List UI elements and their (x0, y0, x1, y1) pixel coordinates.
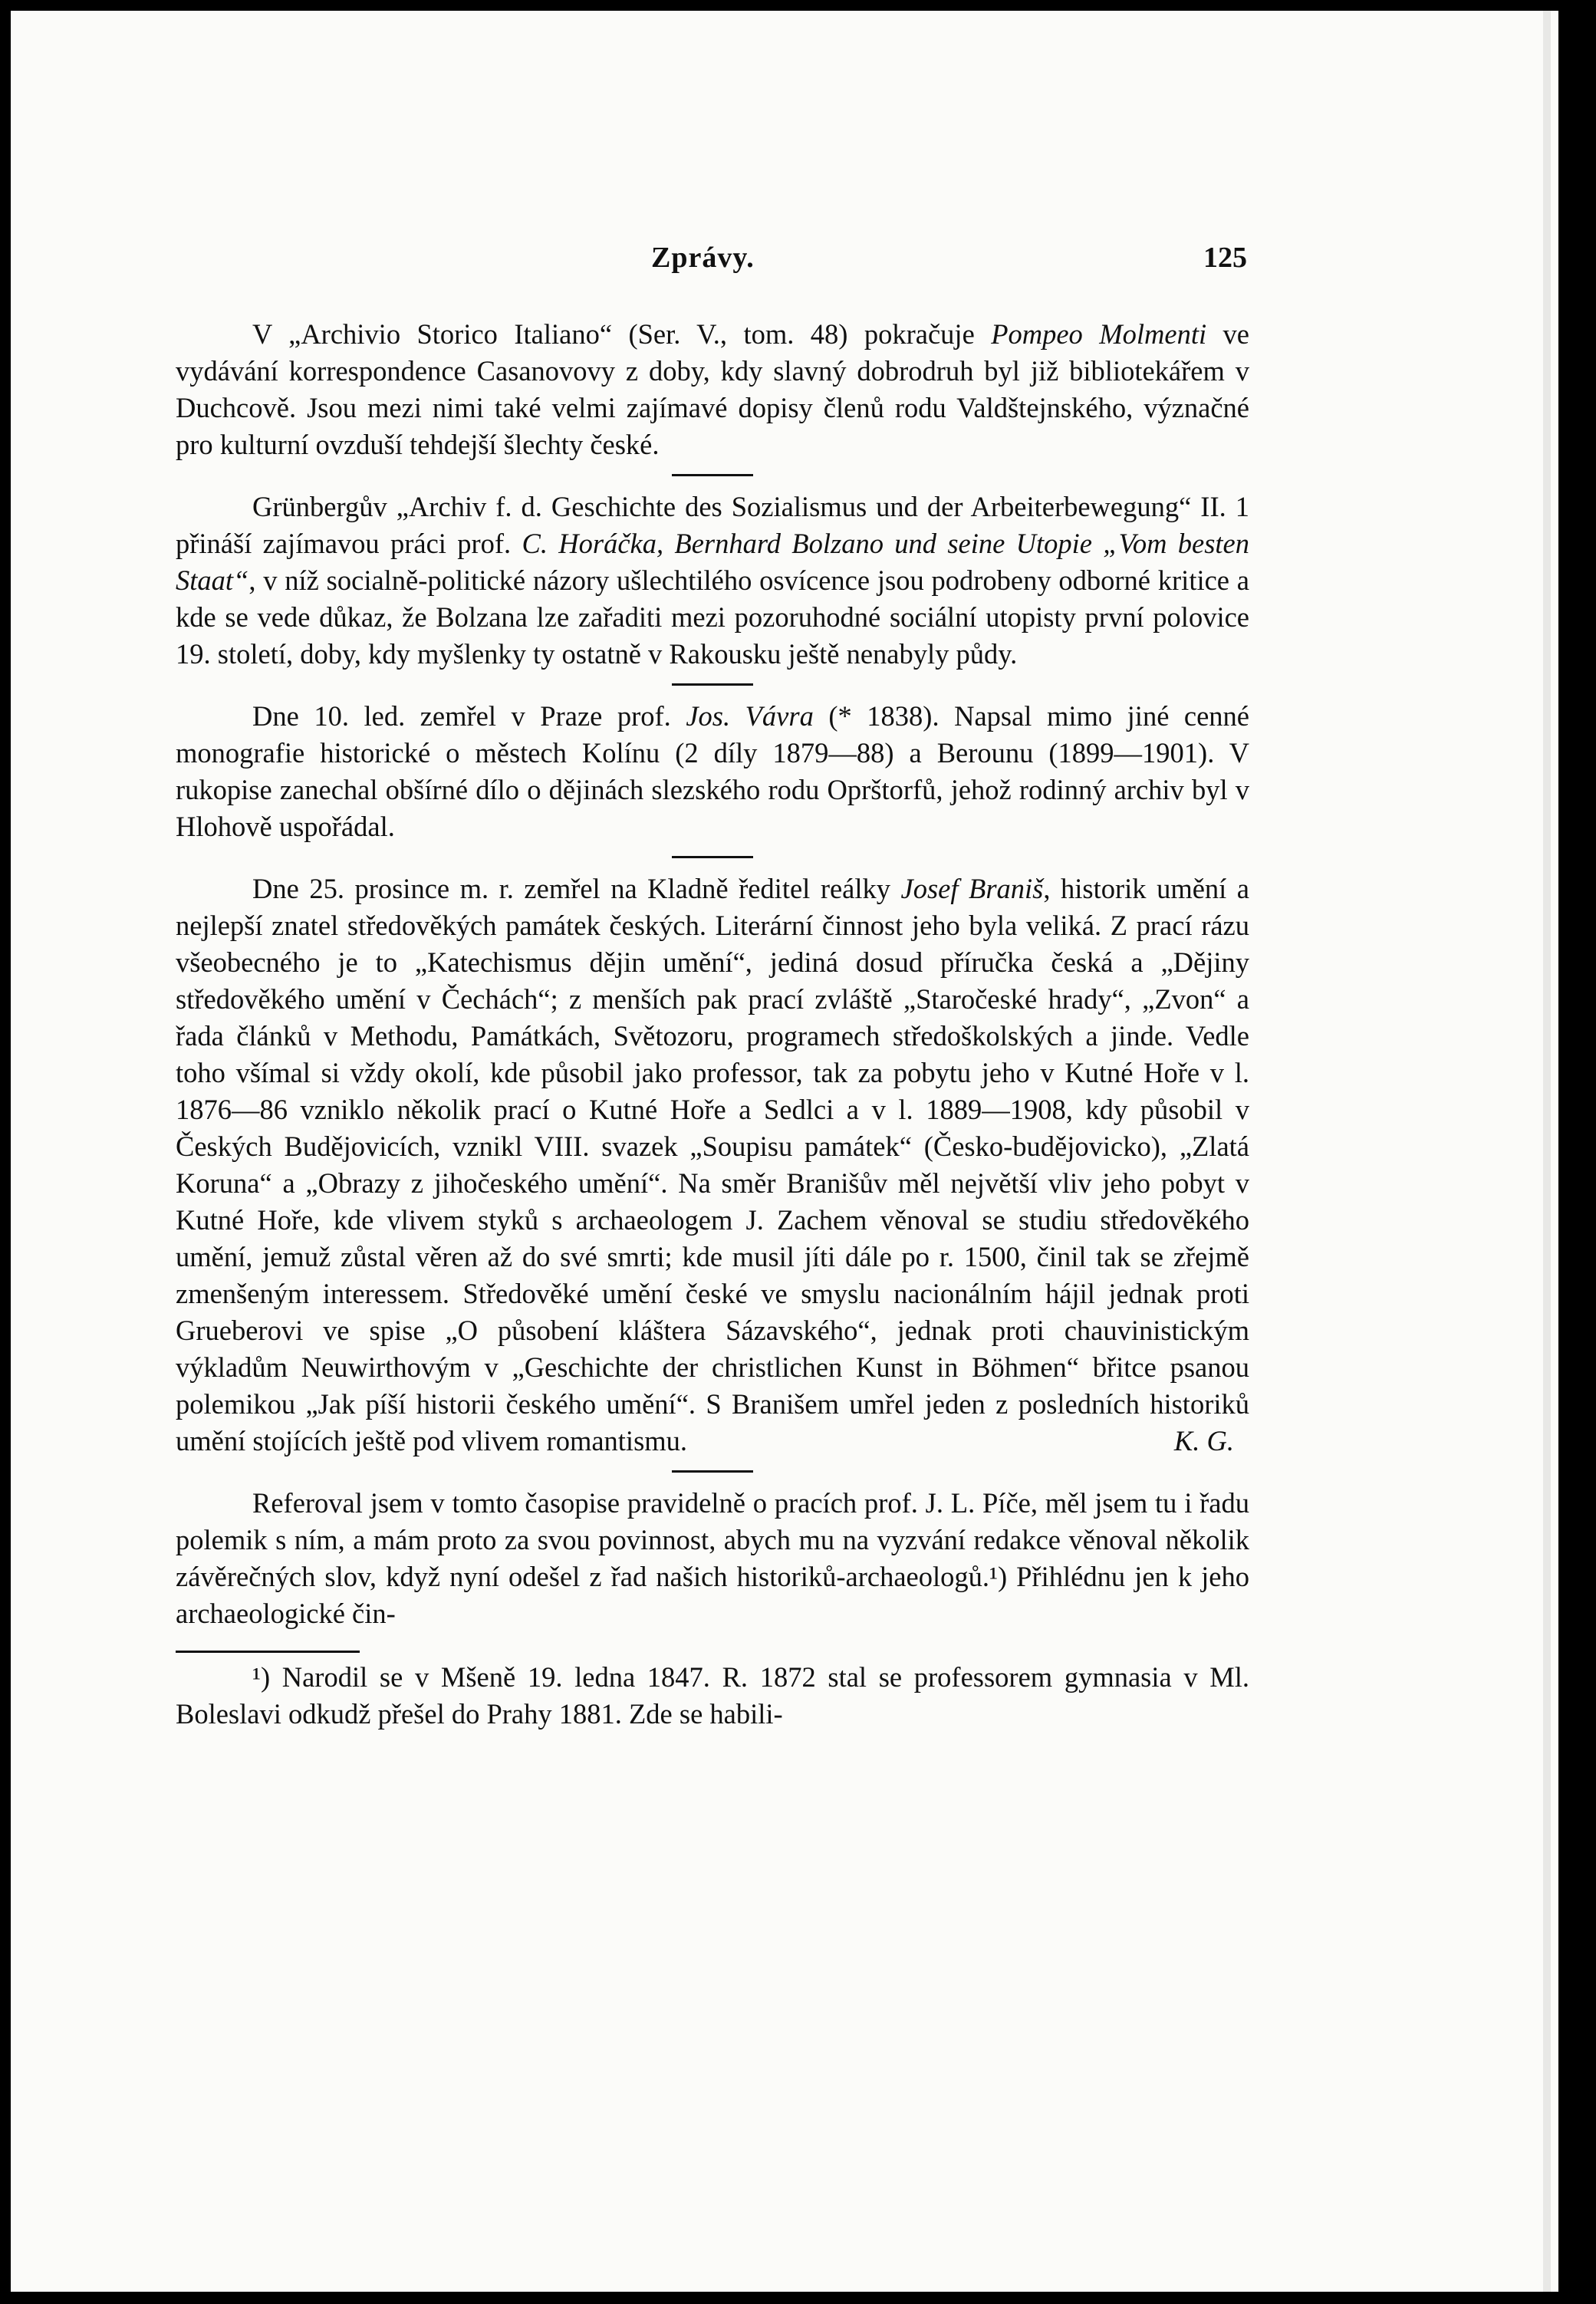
text-segment: (* 1838). Napsal mimo jiné cenné monografie historické o městech Kolínu (2 díly 1879—88) a Berounu (1899—1901). V rukopise zanechal obšírné dílo o dějinách slezského rodu Oprštorfů, jehož rodinný archiv byl v Hlohově uspořádal. (176, 700, 1250, 842)
paragraph-casanova (176, 316, 1249, 463)
section-divider (672, 1470, 753, 1473)
text-segment-italic: Jos. Vávra (686, 700, 814, 732)
text-segment: Referoval jsem v tomto časopise pravidelně o pracích prof. J. L. Píče, měl jsem tu i řadu polemik s ním, a mám proto za svou povinnost, abych mu na vyzvání redakce věnoval několik závěrečných slov, když nyní odešel z řad našich historiků-archaeologů.¹) Přihlédnu jen k jeho archaeologické čin- (176, 1487, 1249, 1629)
page-edge (1543, 11, 1551, 2292)
paragraph-grunberg (176, 489, 1249, 673)
text-segment: Dne 10. led. zemřel v Praze prof. (252, 700, 686, 732)
section-divider (672, 683, 753, 686)
section-divider (672, 474, 753, 476)
running-header (11, 241, 1558, 279)
page (11, 11, 1558, 2292)
text-segment: , historik umění a nejlepší znatel středověkých památek českých. Literární činnost jeho byla veliká. Z prací rázu všeobecného je to „Katechismus dějin umění“, jediná dosud příručka česká a „Dějiny středověkého umění v Čechách“; z menších pak prací zvláště „Staročeské hrady“, „Zvon“ a řada článků v Methodu, Památkách, Světozoru, programech středoškolských a jinde. Vedle toho všímal si vždy okolí, kde působil jako professor, tak za pobytu jeho v Kutné Hoře v l. 1876—86 vzniklo několik prací o Kutné Hoře a Sedlci a v l. 1889—1908, kdy působil v Českých Budějovicích, vznikl VIII. svazek „Soupisu památek“ (Česko-budějovicko), „Zlatá Koruna“ a „Obrazy z jihočeského umění“. Na směr Branišův měl největší vliv jeho pobyt v Kutné Hoře, kde vlivem styků s archaeologem J. Zachem věnoval se studiu středověkého umění, jemuž zůstal věren až do své smrti; kde musil jíti dále po r. 1500, činil tak se zřejmě zmenšeným interessem. Středověké umění české ve smyslu nacionálním hájil jednak proti Grueberovi ve spise „O působení kláštera Sázavského“, jednak proti chauvinistickým výkladům Neuwirthovým v „Geschichte der christlichen Kunst in Böhmen“ břitce psanou polemikou „Jak píší historii českého umění“. S Branišem umřel jeden z posledních historiků umění stojících ještě pod vlivem romantismu. (176, 873, 1250, 1456)
running-title: Zprávy. (651, 242, 755, 274)
author-signature: K. G. (1173, 1425, 1234, 1456)
section-divider (672, 856, 753, 858)
text-segment: , v níž socialně-politické názory ušlechtilého osvícence jsou podrobeny odborné kritice a kde se vede důkaz, že Bolzana lze zařaditi mezi pozoruhodné sociální utopisty první polovice 19. století, doby, kdy myšlenky ty ostatně v Rakousku ještě nenabyly půdy. (176, 564, 1249, 670)
footnote: ¹) Narodil se v Mšeně 19. ledna 1847. R. 1872 stal se professorem gymnasia v Ml. Boleslavi odkudž přešel do Prahy 1881. Zde se habili- (176, 1661, 1249, 1730)
paragraph-branis (176, 871, 1249, 1460)
text-segment: Grünbergův „Archiv f. d. Geschichte des Sozialismus und der Arbeiterbewegung“ II. 1 přináší zajímavou práci prof. (176, 491, 1249, 559)
text-segment: Dne 25. prosince m. r. zemřel na Kladně ředitel reálky (252, 873, 901, 904)
page-number: 125 (1203, 242, 1247, 274)
text-segment-italic: C. Horáčka, Bernhard Bolzano und seine Utopie „Vom besten Staat“ (176, 528, 1249, 596)
article-body (176, 316, 1249, 1733)
text-segment: ve vydávání korrespondence Casanovovy z doby, kdy slavný dobrodruh byl již bibliotekářem v Duchcově. Jsou mezi nimi také velmi zajímavé dopisy členů rodu Valdštejnského, význačné pro kulturní ovzduší tehdejší šlechty české. (176, 318, 1249, 460)
text-segment-italic: Josef Braniš (900, 873, 1044, 904)
paragraph-pic (176, 1485, 1249, 1632)
text-segment: V „Archivio Storico Italiano“ (Ser. V., tom. 48) pokračuje (252, 318, 992, 350)
text-segment-italic: Pompeo Molmenti (991, 318, 1207, 350)
footnote-divider (176, 1651, 360, 1653)
paragraph-vavra (176, 698, 1249, 845)
